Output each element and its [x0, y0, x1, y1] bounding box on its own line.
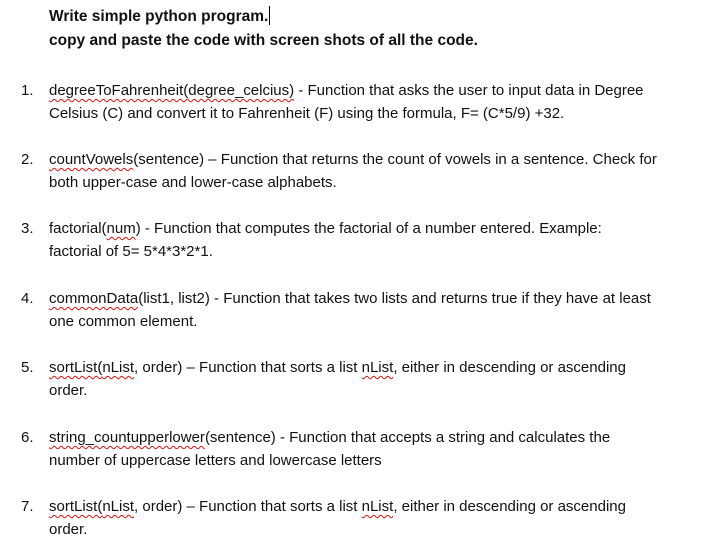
item-text [49, 356, 717, 402]
function-name: sortList( [49, 498, 103, 515]
parameter-name: num [106, 220, 136, 237]
item-line-2: Celsius (C) and convert it to Fahrenheit (F) using the formula, F= (C*5/9) +32. [49, 105, 565, 122]
item-line-1 [49, 356, 717, 379]
item-line-1 [49, 495, 717, 518]
item-description: - Function that asks the user to input data in Degree [294, 82, 644, 99]
item-text [49, 79, 717, 125]
function-name: sortList( [49, 359, 103, 376]
text-cursor [269, 6, 270, 25]
item-line-1 [49, 79, 717, 102]
parameter-name: nList [102, 359, 135, 376]
item-line-2: both upper-case and lower-case alphabets. [49, 174, 337, 191]
item-number: 2. [21, 151, 34, 168]
function-name: commonData [49, 290, 139, 307]
item-text [49, 148, 717, 194]
item-description: (sentence) - Function that accepts a string and calculates the [204, 429, 611, 446]
item-line-1 [49, 217, 717, 240]
item-number: 6. [21, 429, 34, 446]
function-name: degreeToFahrenheit(degree_celcius) [49, 82, 295, 99]
item-description: , order) – Function that sorts a list [134, 498, 362, 515]
heading-text-1: Write simple python program. [49, 8, 269, 25]
item-description: (sentence) – Function that returns the count of vowels in a sentence. Check for [133, 151, 657, 168]
item-line-1 [49, 148, 717, 171]
item-description: , order) – Function that sorts a list [134, 359, 362, 376]
item-number: 5. [21, 359, 34, 376]
heading-line-2: copy and paste the code with screen shots of all the code. [49, 32, 478, 49]
item-number: 1. [21, 82, 34, 99]
item-text [49, 287, 717, 333]
item-description-end: , either in descending or ascending [393, 498, 626, 515]
item-text [49, 217, 717, 263]
parameter-name: nList [361, 359, 394, 376]
function-name: countVowels [49, 151, 134, 168]
item-line-1 [49, 426, 717, 449]
item-number: 4. [21, 290, 34, 307]
item-description-end: , either in descending or ascending [393, 359, 626, 376]
function-name: string_countupperlower [49, 429, 205, 446]
item-line-1 [49, 287, 717, 310]
item-line-2: order. [49, 521, 88, 538]
function-name: factorial( [49, 220, 107, 237]
item-description: ) - Function that computes the factorial of a number entered. Example: [135, 220, 602, 237]
item-line-2: one common element. [49, 313, 198, 330]
item-line-2: order. [49, 382, 88, 399]
parameter-name: nList [361, 498, 394, 515]
item-description: (list1, list2) - Function that takes two lists and returns true if they have at least [138, 290, 651, 307]
heading-line-1 [49, 6, 270, 27]
item-text [49, 426, 717, 472]
item-line-2: number of uppercase letters and lowercase letters [49, 452, 382, 469]
item-line-2: factorial of 5= 5*4*3*2*1. [49, 243, 213, 260]
parameter-name: nList [102, 498, 135, 515]
item-number: 3. [21, 220, 34, 237]
item-number: 7. [21, 498, 34, 515]
item-text [49, 495, 717, 541]
